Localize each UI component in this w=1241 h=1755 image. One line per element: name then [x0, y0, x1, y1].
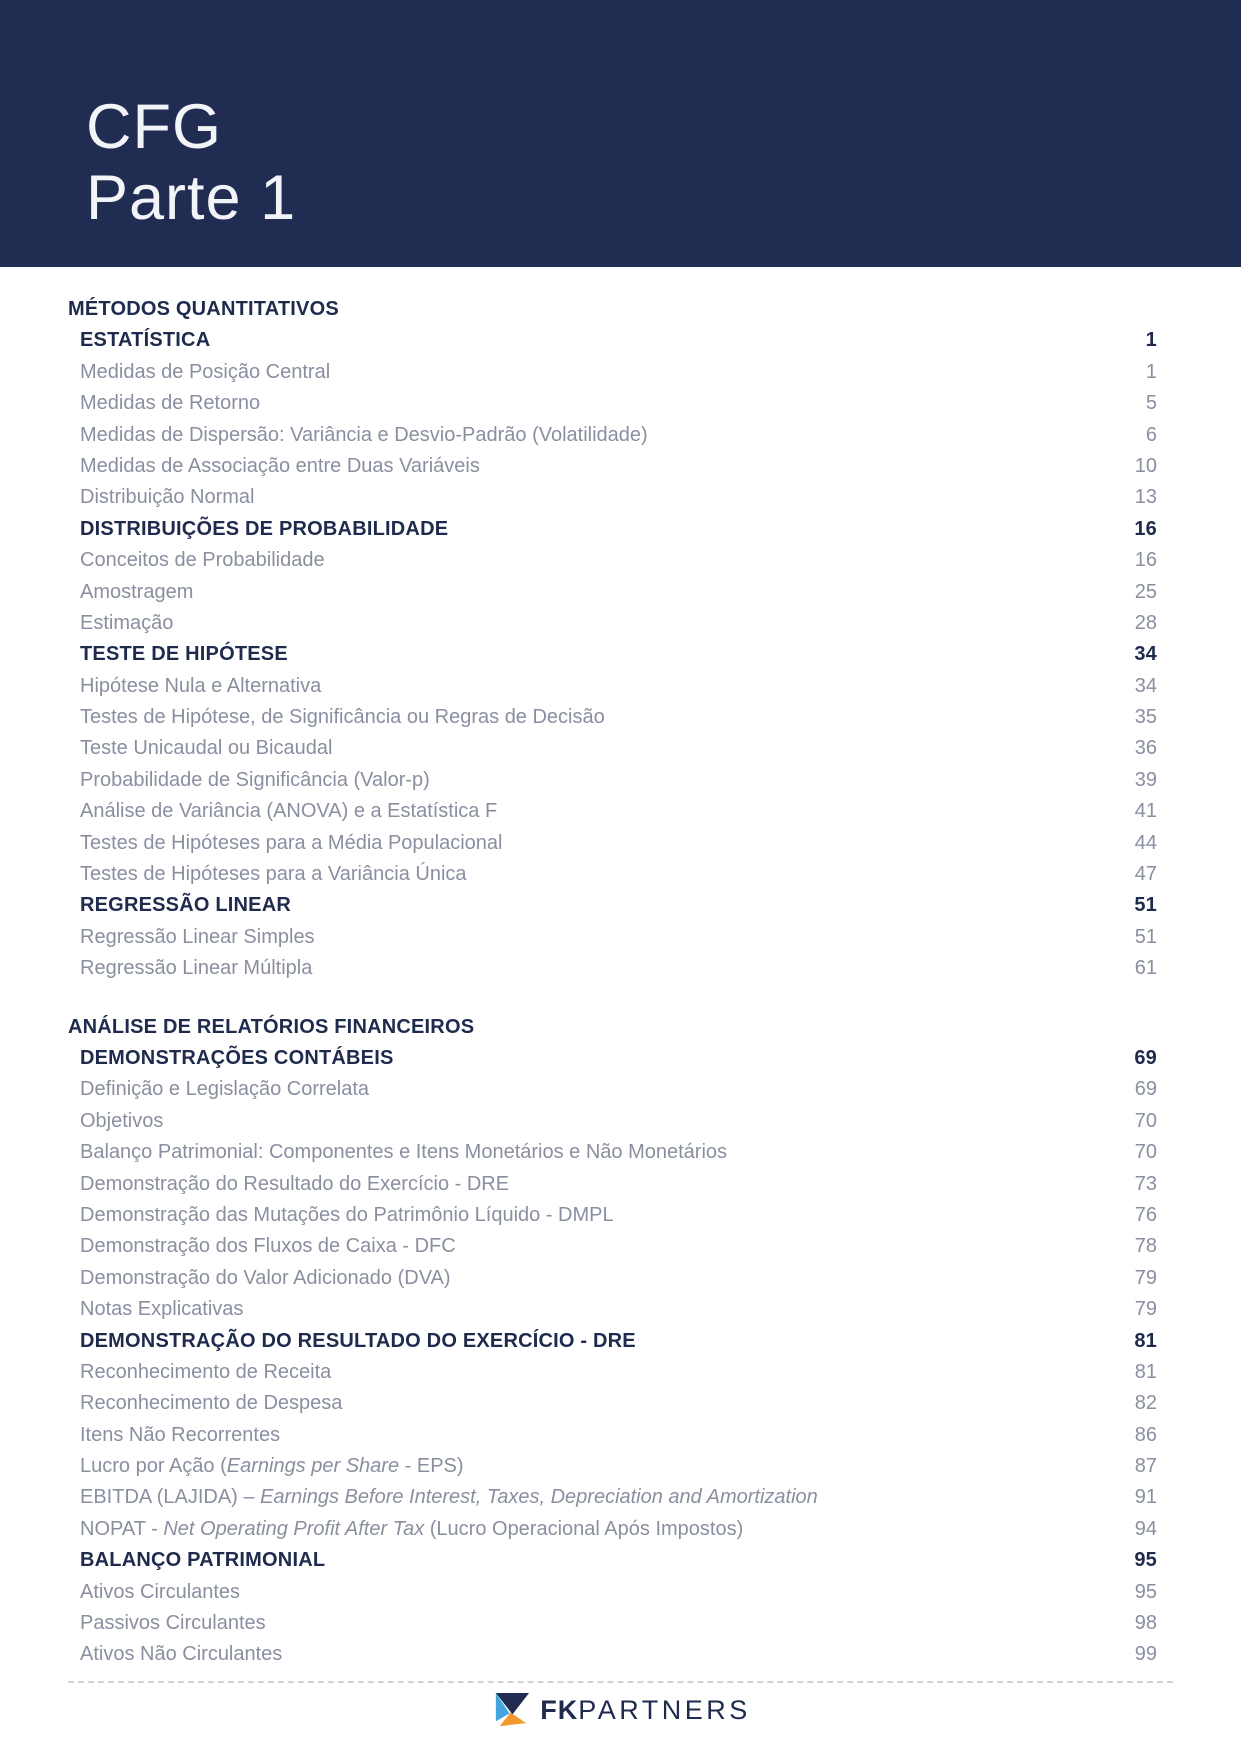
toc-row[interactable] — [68, 1514, 1157, 1545]
toc-row[interactable] — [68, 325, 1157, 356]
toc-row[interactable] — [68, 1106, 1157, 1137]
toc-entry-label: Notas Explicativas — [80, 1298, 244, 1321]
toc-entry-label: Medidas de Associação entre Duas Variáveis — [80, 454, 480, 477]
toc-page-number: 95 — [1134, 1580, 1157, 1603]
toc-entry-label: Probabilidade de Significância (Valor-p) — [80, 768, 430, 791]
toc-entry-label: Ativos Circulantes — [80, 1580, 241, 1603]
toc-row[interactable] — [68, 1169, 1157, 1200]
toc-entry-label: Testes de Hipóteses para a Variância Única — [80, 863, 467, 886]
toc-page-number: 98 — [1134, 1612, 1157, 1635]
toc-row[interactable] — [68, 1608, 1157, 1639]
toc-entry-label: Demonstração dos Fluxos de Caixa - DFC — [80, 1235, 456, 1258]
toc-row[interactable] — [68, 577, 1157, 608]
toc-page-number: 81 — [1134, 1329, 1157, 1352]
toc-entry-label: Teste Unicaudal ou Bicaudal — [80, 737, 333, 760]
toc-entry-label: Reconhecimento de Despesa — [80, 1392, 343, 1415]
toc-entry-label: Hipótese Nula e Alternativa — [80, 674, 322, 697]
toc-row[interactable] — [68, 1137, 1157, 1168]
toc-page-number: 28 — [1134, 611, 1157, 634]
toc-row[interactable] — [68, 828, 1157, 859]
toc-entry-label: Medidas de Retorno — [80, 392, 261, 415]
fk-partners-logo — [68, 1690, 1173, 1730]
toc-row[interactable] — [68, 545, 1157, 576]
toc-page-number: 1 — [1145, 329, 1157, 352]
toc-entry-label: Demonstração do Valor Adicionado (DVA) — [80, 1266, 451, 1289]
toc-group — [68, 294, 1157, 985]
toc-row[interactable] — [68, 1545, 1157, 1576]
toc-row[interactable] — [68, 1294, 1157, 1325]
toc-row[interactable] — [68, 922, 1157, 953]
toc-entry-label: DEMONSTRAÇÕES CONTÁBEIS — [80, 1046, 394, 1069]
toc-entry-label: Regressão Linear Múltipla — [80, 957, 313, 980]
toc-row[interactable] — [68, 1200, 1157, 1231]
toc-group-title-label: ANÁLISE DE RELATÓRIOS FINANCEIROS — [68, 1015, 475, 1038]
document-title-line2: Parte 1 — [86, 163, 297, 233]
toc-row[interactable] — [68, 1074, 1157, 1105]
toc-entry-label: Lucro por Ação (Earnings per Share - EPS) — [80, 1455, 464, 1478]
toc-page-number: 25 — [1134, 580, 1157, 603]
toc-row[interactable] — [68, 1639, 1157, 1670]
toc-page-number: 87 — [1134, 1455, 1157, 1478]
toc-entry-label: Passivos Circulantes — [80, 1612, 266, 1635]
toc-entry-label: Distribuição Normal — [80, 486, 255, 509]
toc-entry-label: Regressão Linear Simples — [80, 925, 315, 948]
toc-row[interactable] — [68, 357, 1157, 388]
toc-page-number: 51 — [1134, 894, 1157, 917]
toc-row[interactable] — [68, 1388, 1157, 1419]
toc-entry-label: Medidas de Posição Central — [80, 360, 331, 383]
toc-row[interactable] — [68, 1420, 1157, 1451]
toc-page-number: 36 — [1134, 737, 1157, 760]
toc-group — [68, 1012, 1157, 1671]
toc-page-number: 79 — [1134, 1298, 1157, 1321]
toc-row[interactable] — [68, 796, 1157, 827]
toc-entry-label: DISTRIBUIÇÕES DE PROBABILIDADE — [80, 517, 449, 540]
toc-page-number: 1 — [1145, 360, 1157, 383]
toc-page-number: 6 — [1145, 423, 1157, 446]
toc-page-number: 94 — [1134, 1517, 1157, 1540]
toc-row[interactable] — [68, 514, 1157, 545]
toc-page-number: 79 — [1134, 1266, 1157, 1289]
toc-page-number: 47 — [1134, 863, 1157, 886]
toc-page-number: 78 — [1134, 1235, 1157, 1258]
toc-group-title — [68, 294, 1157, 325]
toc-row[interactable] — [68, 1231, 1157, 1262]
toc-entry-label: Conceitos de Probabilidade — [80, 549, 325, 572]
toc-page-number: 34 — [1134, 674, 1157, 697]
toc-row[interactable] — [68, 1326, 1157, 1357]
toc-page-number: 39 — [1134, 768, 1157, 791]
toc-page-number: 95 — [1134, 1549, 1157, 1572]
fk-partners-logo-text — [540, 1690, 751, 1730]
toc-row[interactable] — [68, 639, 1157, 670]
toc-row[interactable] — [68, 733, 1157, 764]
toc-group-title — [68, 1012, 1157, 1043]
toc-page-number: 5 — [1145, 392, 1157, 415]
toc-page-number: 70 — [1134, 1109, 1157, 1132]
toc-page-number: 99 — [1134, 1643, 1157, 1666]
toc-page-number: 69 — [1134, 1046, 1157, 1069]
toc-row[interactable] — [68, 1577, 1157, 1608]
toc-page-number: 13 — [1134, 486, 1157, 509]
toc-entry-label: Definição e Legislação Correlata — [80, 1078, 370, 1101]
toc-page-number: 16 — [1134, 549, 1157, 572]
toc-entry-label: NOPAT - Net Operating Profit After Tax (Lucro Operacional Após Impostos) — [80, 1517, 744, 1540]
toc-page-number: 81 — [1134, 1360, 1157, 1383]
toc-group-title-label: MÉTODOS QUANTITATIVOS — [68, 298, 339, 320]
toc-row[interactable] — [68, 1263, 1157, 1294]
page-footer — [68, 1681, 1173, 1730]
toc-entry-label: DEMONSTRAÇÃO DO RESULTADO DO EXERCÍCIO - DRE — [80, 1329, 636, 1352]
toc-row[interactable] — [68, 765, 1157, 796]
toc-row[interactable] — [68, 671, 1157, 702]
toc-row[interactable] — [68, 1482, 1157, 1513]
toc-entry-label: TESTE DE HIPÓTESE — [80, 643, 288, 666]
toc-entry-label: Amostragem — [80, 580, 194, 603]
brand-name-bold: FK — [540, 1695, 579, 1725]
toc-row[interactable] — [68, 953, 1157, 984]
toc-entry-label: ESTATÍSTICA — [80, 329, 211, 352]
toc-page-number: 35 — [1134, 706, 1157, 729]
table-of-contents — [68, 267, 1157, 1671]
toc-row[interactable] — [68, 859, 1157, 890]
toc-entry-label: Objetivos — [80, 1109, 164, 1132]
toc-entry-label: Testes de Hipóteses para a Média Populacional — [80, 831, 503, 854]
document-title-line1: CFG — [86, 92, 222, 162]
toc-entry-label: Estimação — [80, 611, 174, 634]
toc-row[interactable] — [68, 1043, 1157, 1074]
toc-entry-label: Balanço Patrimonial: Componentes e Itens Monetários e Não Monetários — [80, 1141, 728, 1164]
cover-header — [0, 0, 1241, 267]
toc-page-number: 70 — [1134, 1141, 1157, 1164]
toc-entry-label: REGRESSÃO LINEAR — [80, 894, 292, 917]
toc-page-number: 34 — [1134, 643, 1157, 666]
toc-row[interactable] — [68, 388, 1157, 419]
toc-row[interactable] — [68, 890, 1157, 921]
toc-entry-label: EBITDA (LAJIDA) – Earnings Before Interest, Taxes, Depreciation and Amortization — [80, 1486, 818, 1509]
toc-entry-label: Ativos Não Circulantes — [80, 1643, 283, 1666]
toc-page-number: 82 — [1134, 1392, 1157, 1415]
toc-row[interactable] — [68, 1451, 1157, 1482]
toc-page-number: 69 — [1134, 1078, 1157, 1101]
toc-row[interactable] — [68, 420, 1157, 451]
toc-row[interactable] — [68, 608, 1157, 639]
toc-entry-label: Reconhecimento de Receita — [80, 1360, 332, 1383]
toc-entry-label: Análise de Variância (ANOVA) e a Estatística F — [80, 800, 498, 823]
fk-partners-logo-icon — [490, 1691, 531, 1730]
toc-page-number: 73 — [1134, 1172, 1157, 1195]
toc-entry-label: Demonstração do Resultado do Exercício - DRE — [80, 1172, 510, 1195]
toc-page-number: 44 — [1134, 831, 1157, 854]
toc-page-number: 10 — [1134, 454, 1157, 477]
toc-row[interactable] — [68, 482, 1157, 513]
toc-page-number: 51 — [1134, 925, 1157, 948]
toc-page-number: 86 — [1134, 1423, 1157, 1446]
brand-name-light: PARTNERS — [578, 1695, 751, 1725]
toc-entry-label: BALANÇO PATRIMONIAL — [80, 1549, 326, 1572]
toc-entry-label: Demonstração das Mutações do Patrimônio Líquido - DMPL — [80, 1203, 614, 1226]
toc-row[interactable] — [68, 451, 1157, 482]
toc-entry-label: Itens Não Recorrentes — [80, 1423, 281, 1446]
document-title — [86, 92, 296, 234]
toc-page-number: 91 — [1134, 1486, 1157, 1509]
toc-page-number: 76 — [1134, 1203, 1157, 1226]
toc-entry-label: Testes de Hipótese, de Significância ou Regras de Decisão — [80, 706, 605, 729]
toc-row[interactable] — [68, 1357, 1157, 1388]
toc-page-number: 16 — [1134, 517, 1157, 540]
toc-row[interactable] — [68, 702, 1157, 733]
toc-page-number: 41 — [1134, 800, 1157, 823]
toc-entry-label: Medidas de Dispersão: Variância e Desvio-Padrão (Volatilidade) — [80, 423, 648, 446]
toc-page-number: 61 — [1134, 957, 1157, 980]
